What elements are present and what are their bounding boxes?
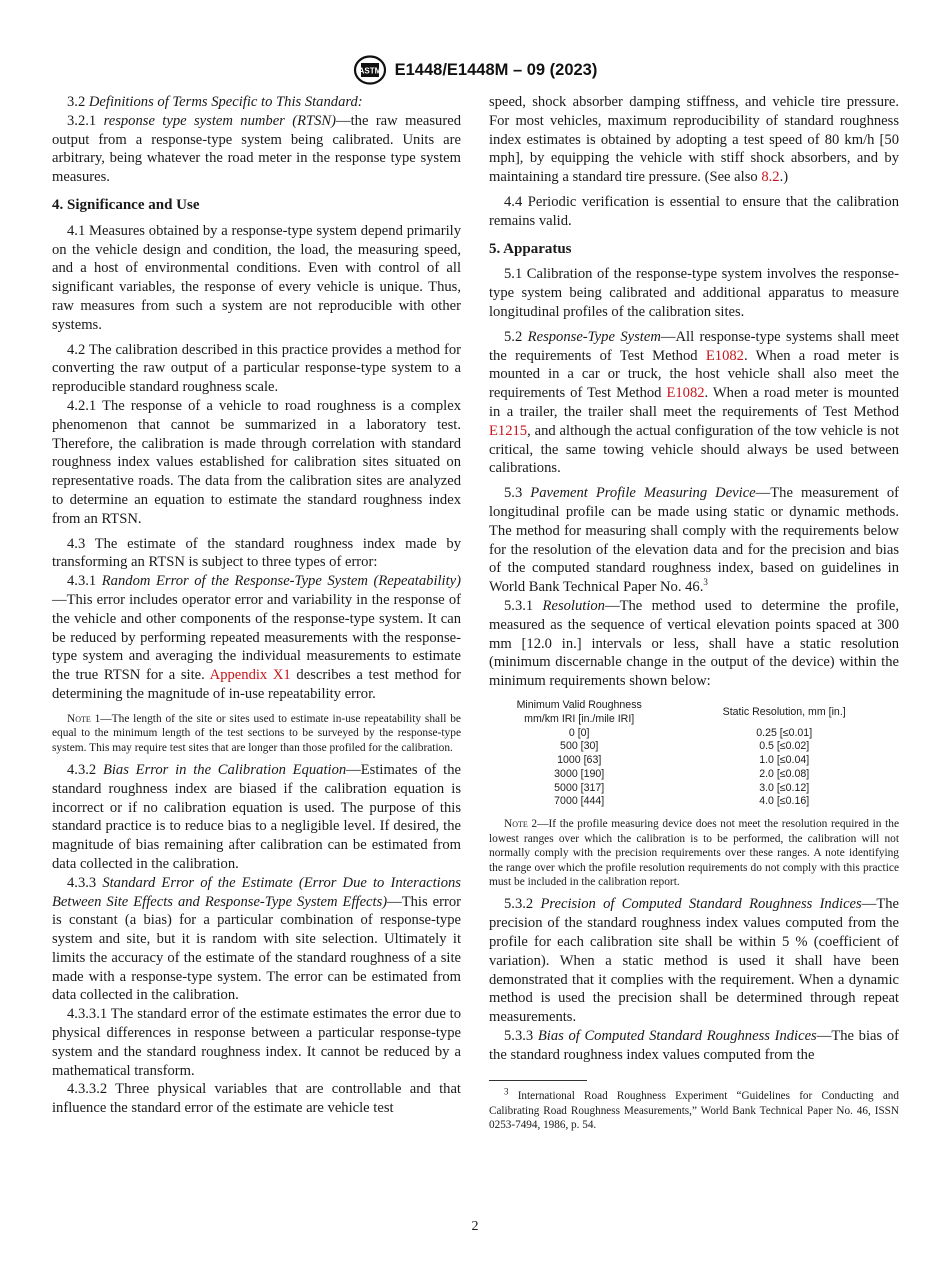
table-row: 7000 [444] 4.0 [≤0.16] [554, 795, 810, 808]
column-header: Static Resolution, mm [in.] [722, 705, 846, 718]
document-id: E1448/E1448M – 09 (2023) [394, 60, 598, 79]
section-4-4: 4.4 Periodic verification is essential to ensure that the calibration remains valid. [489, 193, 899, 229]
appendix-x1-link[interactable]: Appendix X1 [209, 667, 291, 684]
page-header [0, 55, 950, 85]
e1082-link[interactable]: E1082 [705, 347, 744, 364]
left-column [52, 93, 461, 1118]
e1082-link[interactable]: E1082 [666, 385, 705, 402]
section-4-3-3-2: 4.3.3.2 Three physical variables that are controllable and that influence the standard error of the estimate are vehicle test [52, 1081, 461, 1117]
section-3-2: 3.2 Definitions of Terms Specific to This Standard: [67, 94, 363, 110]
section-4-1: 4.1 Measures obtained by a response-type system depend primarily on the vehicle design and condition, the load, the measuring speed, and a host of environmental conditions. Even with control of all significant variables, the response of every vehicle is unique. Thus, raw measures from such a system are not reproducible with other systems. [52, 222, 461, 333]
footnote-divider [489, 1080, 587, 1081]
section-4-2: 4.2 The calibration described in this practice provides a method for converting the raw output of a particular response-type system to a reproducible standard roughness scale. [52, 341, 461, 396]
table-header-row [489, 699, 899, 727]
section-3-2-1: 3.2.1 response type system number (RTSN)—the raw measured output from a response-type system being calibrated. Units are arbitrary, being whatever the road meter in the response type system measures. [52, 112, 461, 186]
right-column [489, 93, 899, 1133]
table-row: 500 [30] 0.5 [≤0.02] [560, 740, 810, 753]
table-row: 0 [0] 0.25 [≤0.01] [568, 726, 813, 739]
section-5-2: 5.2 Response-Type System—All response-type systems shall meet the requirements of Test Method E1082. When a road meter is mounted in a car or truck, the host vehicle shall also meet the requirements of Test Method E1082. When a road meter is mounted in a trailer, the trailer shall meet the requirements of Test Method E1215, and although the actual configuration of the tow vehicle is not critical, the same towing vehicle should always be used between calibrations. [489, 328, 900, 477]
section-5-1: 5.1 Calibration of the response-type system involves the response-type system being calibrated and additional apparatus to measure longitudinal profiles of the calibration sites. [489, 266, 899, 320]
section-4-3-3-1: 4.3.3.1 The standard error of the estimate estimates the error due to physical differences in response between a particular response-type system and the standard roughness index. It cannot be reduced by a mathematical transform. [52, 1006, 461, 1079]
astm-logo [353, 55, 387, 85]
table-row: 5000 [317] 3.0 [≤0.12] [554, 781, 810, 794]
footnote-ref: 3 [703, 577, 708, 588]
svg-text:ASTM: ASTM [358, 66, 381, 76]
table-row: 3000 [190] 2.0 [≤0.08] [554, 767, 810, 780]
column-header: Minimum Valid Roughness mm/km IRI [in./mile IRI] [516, 698, 642, 725]
heading-significance-and-use: 4. Significance and Use [52, 196, 200, 213]
e1215-link[interactable]: E1215 [489, 422, 528, 439]
page-number: 2 [471, 1219, 479, 1234]
footnote-3: $^3$ International Road Roughness Experiment “Guidelines for Conducting and Calibrating Road Roughness Measurements,” World Bank Technical Paper No. 46, ISSN 0253-7494, 1986, p. 54. [489, 1086, 899, 1132]
heading-apparatus: 5. Apparatus [489, 240, 572, 257]
section-4-2-1: 4.2.1 The response of a vehicle to road roughness is a complex phenomenon that cannot be summarized in a laboratory test. Therefore, the calibration is made through correlation with standard roughness index values established for calibration sites situated on representative roads. The data from the calibration sites are analyzed to determine an equation to estimate the standard roughness index from an RTSN. [52, 397, 461, 527]
section-5-3-3: 5.3.3 Bias of Computed Standard Roughness Indices—The bias of the standard roughness index values computed from the [489, 1027, 899, 1063]
section-8-2-link[interactable]: 8.2 [761, 169, 780, 186]
note-2: Note 2—If the profile measuring device does not meet the resolution required in the lowest ranges over which the calibration is to be performed, the calibration will not normally comply with the precision requirements over these ranges. A note identifying the range over which the profile resolution requirements do not comply with this practice must be included in the calibration report. [489, 818, 899, 888]
section-4-3: 4.3 The estimate of the standard roughness index made by transforming an RTSN is subject to three types of error: [52, 535, 461, 571]
section-5-3: 5.3 Pavement Profile Measuring Device—The measurement of longitudinal profile can be made using static or dynamic methods. The method for measuring shall comply with the requirements below for the resolution of the elevation data and for the precision and bias of the computed standard roughness index, based on guidelines in World Bank Technical Paper No. 46.$^3$ [489, 485, 899, 596]
section-5-3-2: 5.3.2 Precision of Computed Standard Roughness Indices—The precision of the standard roughness index values computed from the profile for each calibration site shall be within 5 % (coefficient of variation). When a static method is used it shall have been demonstrated that it complies with the requirement. When a dynamic method is used the precision shall be determined through repeat measurements. [489, 896, 900, 1026]
section-4-3-2: 4.3.2 Bias Error in the Calibration Equation—Estimates of the standard roughness index are biased if the calibration equation is incorrect or if no calibration equation is used. The purpose of this standard practice is to reduce bias to a negligible level. If desired, the magnitude of bias remaining after calibration can be estimated from data collected in the calibration. [52, 761, 461, 872]
section-4-3-1: 4.3.1 Random Error of the Response-Type System (Repeatability)—This error includes operator error and variability in the response of the vehicle and other components of the response-type system. It can be reduced by performing repeated measurements with the response-type system and averaging the individual measurements to estimate the true RTSN for a site. Appendix X1 describes a test method for determining the magnitude of in-use repeatability error. [52, 573, 462, 702]
table-row: 1000 [63] 1.0 [≤0.04] [557, 754, 810, 767]
note-1: Note 1—The length of the site or sites used to estimate in-use repeatability shall be equal to the minimum length of the test sections to be surveyed by the response-type system. This may require test sites that are longer than those profiled for the calibration. [52, 712, 461, 754]
section-5-3-1: 5.3.1 Resolution—The method used to determine the profile, measured as the sequence of vertical elevation points spaced at 300 mm [12.0 in.] intervals or less, shall have a static resolution (minimum discernable change in the output of the device) within the minimum requirements shown below: [489, 597, 899, 690]
section-4-3-3-2-continued: speed, shock absorber damping stiffness, and vehicle tire pressure. For most vehicles, maximum reproducibility of standard roughness index estimates is obtained by adopting a test speed of 80 km/h [50 mph], by equipping the vehicle with stiff shock absorbers, and by maintaining a standard tire pressure. (See also 8.2.) [489, 94, 899, 186]
section-4-3-3: 4.3.3 Standard Error of the Estimate (Error Due to Interactions Between Site Effects and Response-Type System Effects)—This error is constant (a bias) for a particular combination of response-type system and site, but it is random with site selection. Ultimately it limits the accuracy of the estimate of the standard roughness of a site made with a response-type system. The error can be estimated from data collected in the calibration. [52, 874, 461, 1004]
resolution-table [489, 699, 899, 809]
